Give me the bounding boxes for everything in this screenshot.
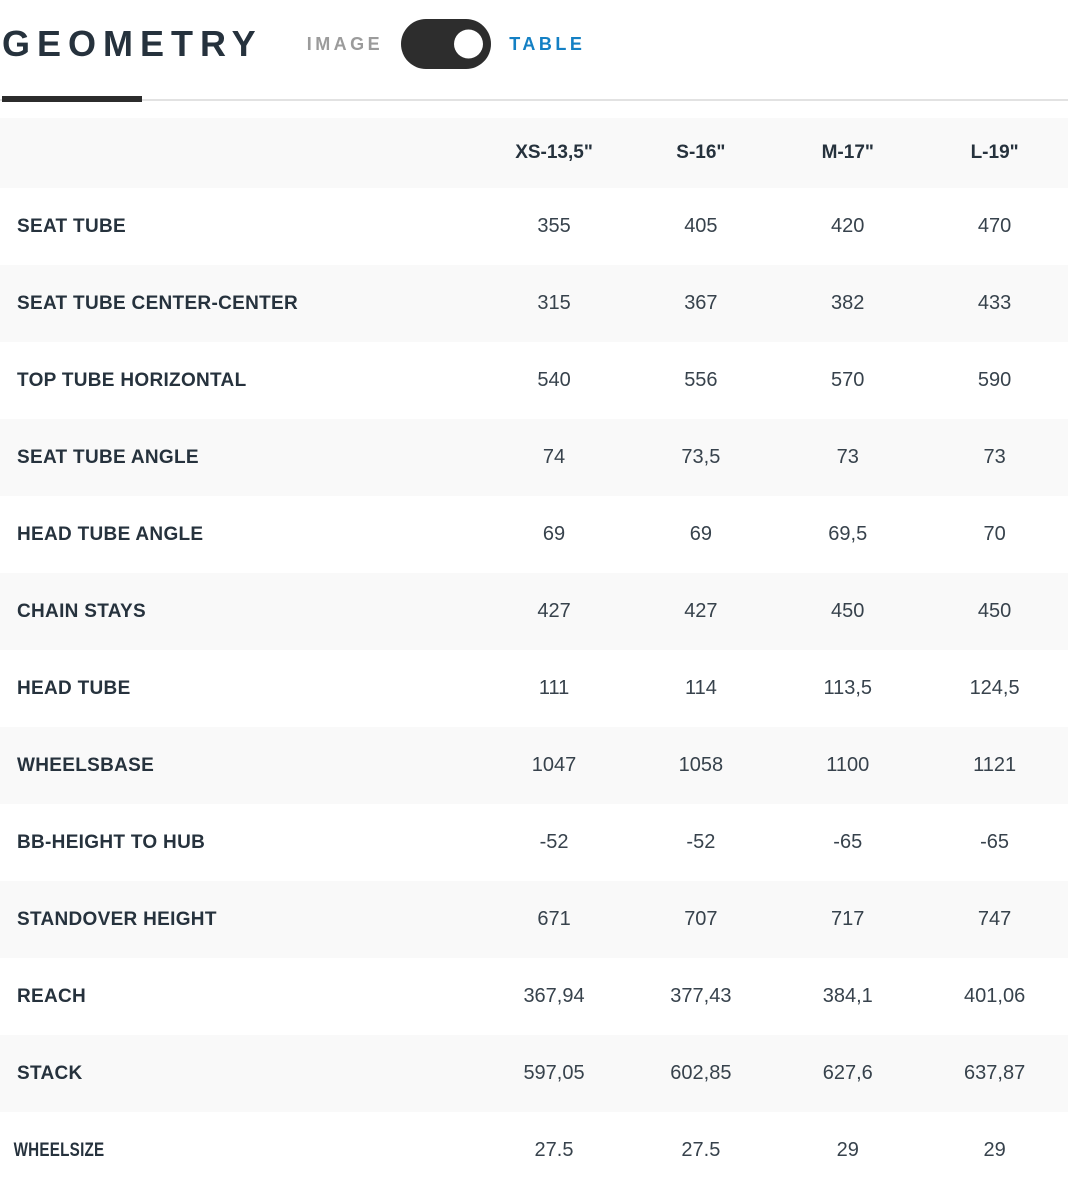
- table-row: [0, 727, 1068, 804]
- table-row: [0, 958, 1068, 1035]
- table-row: [0, 265, 1068, 342]
- cell-value: 377,43: [670, 985, 732, 1007]
- cell-value: 1058: [678, 754, 724, 776]
- cell-value: 540: [537, 369, 571, 391]
- row-label: CHAIN STAYS: [17, 600, 146, 622]
- row-label: HEAD TUBE: [17, 677, 131, 699]
- cell-value: 69: [689, 523, 712, 545]
- cell-value: 1121: [973, 754, 1017, 776]
- table-row: [0, 573, 1068, 650]
- geometry-table: [0, 118, 1068, 1189]
- divider: [0, 96, 1068, 102]
- cell-value: -65: [833, 831, 863, 853]
- cell-value: 627,6: [822, 1062, 873, 1084]
- cell-value: 113,5: [823, 677, 873, 699]
- cell-value: 114: [684, 677, 717, 699]
- view-toggle-group: [307, 19, 586, 69]
- cell-value: 401,06: [964, 985, 1026, 1007]
- column-header: L-19": [970, 142, 1019, 163]
- cell-value: -65: [980, 831, 1010, 853]
- row-label: WHEELSIZE: [13, 1139, 105, 1161]
- table-row: [0, 1112, 1068, 1189]
- table-row: [0, 188, 1068, 265]
- table-row: [0, 881, 1068, 958]
- row-label: HEAD TUBE ANGLE: [17, 523, 204, 545]
- image-view-option[interactable]: IMAGE: [306, 34, 384, 54]
- row-label: SEAT TUBE: [17, 215, 126, 237]
- table-row: [0, 804, 1068, 881]
- cell-value: 27.5: [681, 1139, 721, 1161]
- cell-value: 637,87: [964, 1062, 1026, 1084]
- toggle-knob-icon: [454, 30, 483, 59]
- cell-value: 556: [684, 369, 718, 391]
- cell-value: 470: [977, 215, 1012, 237]
- cell-value: 355: [537, 215, 571, 237]
- cell-value: 367: [684, 292, 718, 314]
- cell-value: 590: [977, 369, 1012, 391]
- cell-value: 70: [983, 523, 1006, 545]
- page-title: GEOMETRY: [2, 23, 263, 64]
- table-row: [0, 342, 1068, 419]
- section-header: [0, 0, 1068, 70]
- column-header: S-16": [676, 142, 726, 163]
- row-label: STACK: [17, 1062, 83, 1084]
- row-label: SEAT TUBE CENTER-CENTER: [17, 292, 298, 314]
- cell-value: -52: [686, 831, 716, 853]
- table-row: [0, 419, 1068, 496]
- cell-value: 707: [684, 908, 718, 930]
- table-row: [0, 1035, 1068, 1112]
- cell-value: 367,94: [523, 985, 585, 1007]
- cell-value: 747: [977, 908, 1012, 930]
- cell-value: 1047: [531, 754, 577, 776]
- cell-value: 69,5: [828, 523, 868, 545]
- cell-value: 382: [831, 292, 865, 314]
- row-label: STANDOVER HEIGHT: [17, 908, 217, 930]
- cell-value: 73: [836, 446, 859, 468]
- cell-value: 450: [831, 600, 865, 622]
- cell-value: 1100: [826, 754, 870, 776]
- cell-value: 671: [537, 908, 571, 930]
- cell-value: 384,1: [822, 985, 873, 1007]
- row-label: REACH: [17, 985, 87, 1007]
- row-label: BB-HEIGHT TO HUB: [17, 831, 206, 853]
- cell-value: 420: [831, 215, 865, 237]
- table-row: [0, 650, 1068, 727]
- cell-value: 69: [542, 523, 566, 545]
- row-label: WHEELSBASE: [17, 754, 155, 776]
- table-view-option[interactable]: TABLE: [509, 34, 586, 54]
- cell-value: 124,5: [969, 677, 1020, 699]
- cell-value: 597,05: [523, 1062, 585, 1084]
- cell-value: 315: [537, 292, 571, 314]
- cell-value: 73: [983, 446, 1006, 468]
- column-header: M-17": [821, 142, 874, 163]
- cell-value: 405: [684, 215, 718, 237]
- divider-line: [0, 99, 1068, 101]
- cell-value: 29: [836, 1139, 859, 1161]
- title-underline: [2, 96, 142, 102]
- column-header: XS-13,5": [515, 142, 593, 163]
- cell-value: 433: [977, 292, 1012, 314]
- cell-value: 111: [538, 677, 570, 699]
- cell-value: 717: [831, 908, 865, 930]
- view-toggle-switch[interactable]: [401, 19, 491, 69]
- cell-value: 427: [537, 600, 571, 622]
- table-row: [0, 496, 1068, 573]
- cell-value: 570: [831, 369, 865, 391]
- cell-value: 29: [983, 1139, 1006, 1161]
- row-label: SEAT TUBE ANGLE: [17, 446, 199, 468]
- row-label: TOP TUBE HORIZONTAL: [17, 369, 247, 391]
- table-header-row: [0, 118, 1068, 188]
- cell-value: 74: [542, 446, 566, 468]
- cell-value: 450: [977, 600, 1012, 622]
- cell-value: 602,85: [670, 1062, 732, 1084]
- cell-value: 27.5: [534, 1139, 574, 1161]
- cell-value: 427: [684, 600, 718, 622]
- cell-value: -52: [539, 831, 569, 853]
- cell-value: 73,5: [681, 446, 721, 468]
